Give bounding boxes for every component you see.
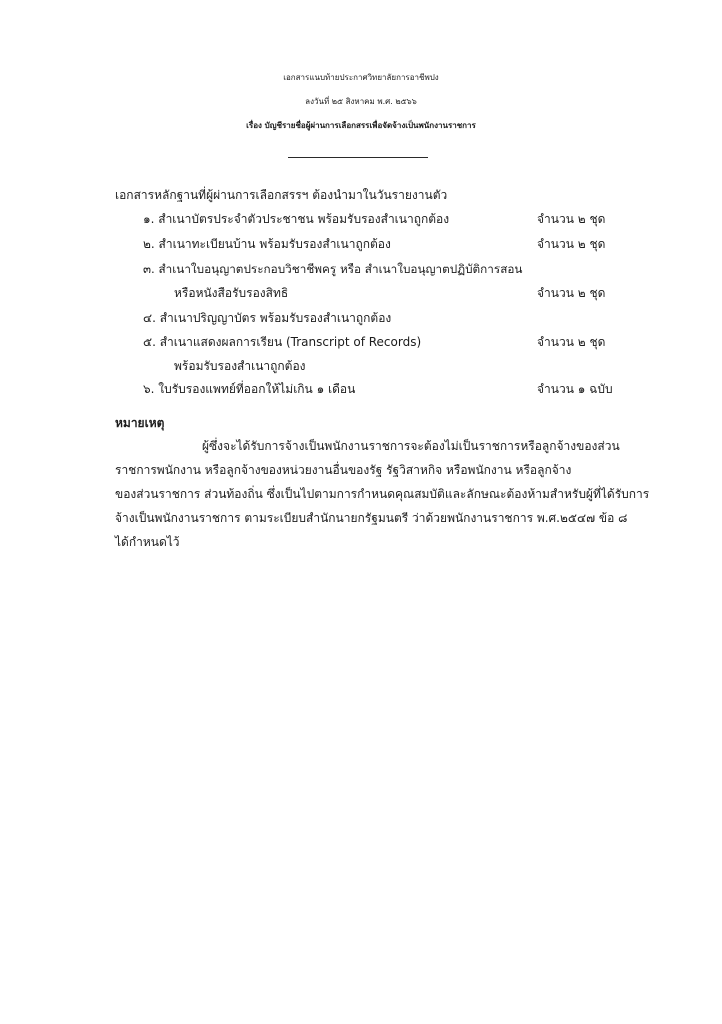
document-item-3: ๓. สำเนาใบอนุญาตประกอบวิชาชีพครู หรือ สำเนาใบอนุญาตปฏิบัติการสอน	[143, 262, 523, 276]
document-item-5-quantity: จำนวน ๒ ชุด	[537, 335, 606, 349]
header-attachment-title: เอกสารแนบท้ายประกาศวิทยาลัยการอาชีพปง	[283, 73, 439, 82]
note-heading: หมายเหตุ	[115, 416, 165, 430]
document-item-1: ๑. สำเนาบัตรประจำตัวประชาชน พร้อมรับรองสำเนาถูกต้อง	[143, 212, 450, 226]
document-item-2: ๒. สำเนาทะเบียนบ้าน พร้อมรับรองสำเนาถูกต้อง	[143, 237, 391, 251]
document-header	[0, 66, 722, 138]
note-line-2: ราชการพนักงาน หรือลูกจ้างของหน่วยงานอื่นของรัฐ รัฐวิสาหกิจ หรือพนักงาน หรือลูกจ้าง	[115, 463, 572, 477]
note-line-3: ของส่วนราชการ ส่วนท้องถิ่น ซึ่งเป็นไปตามการกำหนดคุณสมบัติและลักษณะต้องห้ามสำหรับผู้ที่ได้รับการ	[115, 487, 650, 501]
document-item-3-quantity: จำนวน ๒ ชุด	[537, 286, 606, 300]
header-subject: เรื่อง บัญชีรายชื่อผู้ผ่านการเลือกสรรเพื่อจัดจ้างเป็นพนักงานราชการ	[246, 121, 476, 130]
header-divider	[288, 157, 428, 158]
document-item-2-quantity: จำนวน ๒ ชุด	[537, 237, 606, 251]
note-line-4: จ้างเป็นพนักงานราชการ ตามระเบียบสำนักนายกรัฐมนตรี ว่าด้วยพนักงานราชการ พ.ศ.๒๕๔๗ ข้อ ๘	[115, 511, 628, 525]
document-item-3-continuation: หรือหนังสือรับรองสิทธิ	[174, 286, 289, 300]
document-item-1-quantity: จำนวน ๒ ชุด	[537, 212, 606, 226]
header-date: ลงวันที่ ๒๕ สิงหาคม พ.ศ. ๒๕๖๖	[305, 97, 417, 106]
document-item-6: ๖. ใบรับรองแพทย์ที่ออกให้ไม่เกิน ๑ เดือน	[143, 382, 356, 396]
note-line-1: ผู้ซึ่งจะได้รับการจ้างเป็นพนักงานราชการจะต้องไม่เป็นราชการหรือลูกจ้างของส่วน	[202, 439, 620, 453]
document-item-5-continuation: พร้อมรับรองสำเนาถูกต้อง	[174, 359, 306, 373]
document-item-4: ๔. สำเนาปริญญาบัตร พร้อมรับรองสำเนาถูกต้อง	[143, 311, 392, 325]
document-item-5: ๕. สำเนาแสดงผลการเรียน (Transcript of Records)	[143, 335, 422, 349]
required-documents-intro: เอกสารหลักฐานที่ผู้ผ่านการเลือกสรรฯ ต้องนำมาในวันรายงานตัว	[115, 188, 448, 202]
document-item-6-quantity: จำนวน ๑ ฉบับ	[537, 382, 613, 396]
note-line-5: ได้กำหนดไว้	[115, 535, 180, 549]
